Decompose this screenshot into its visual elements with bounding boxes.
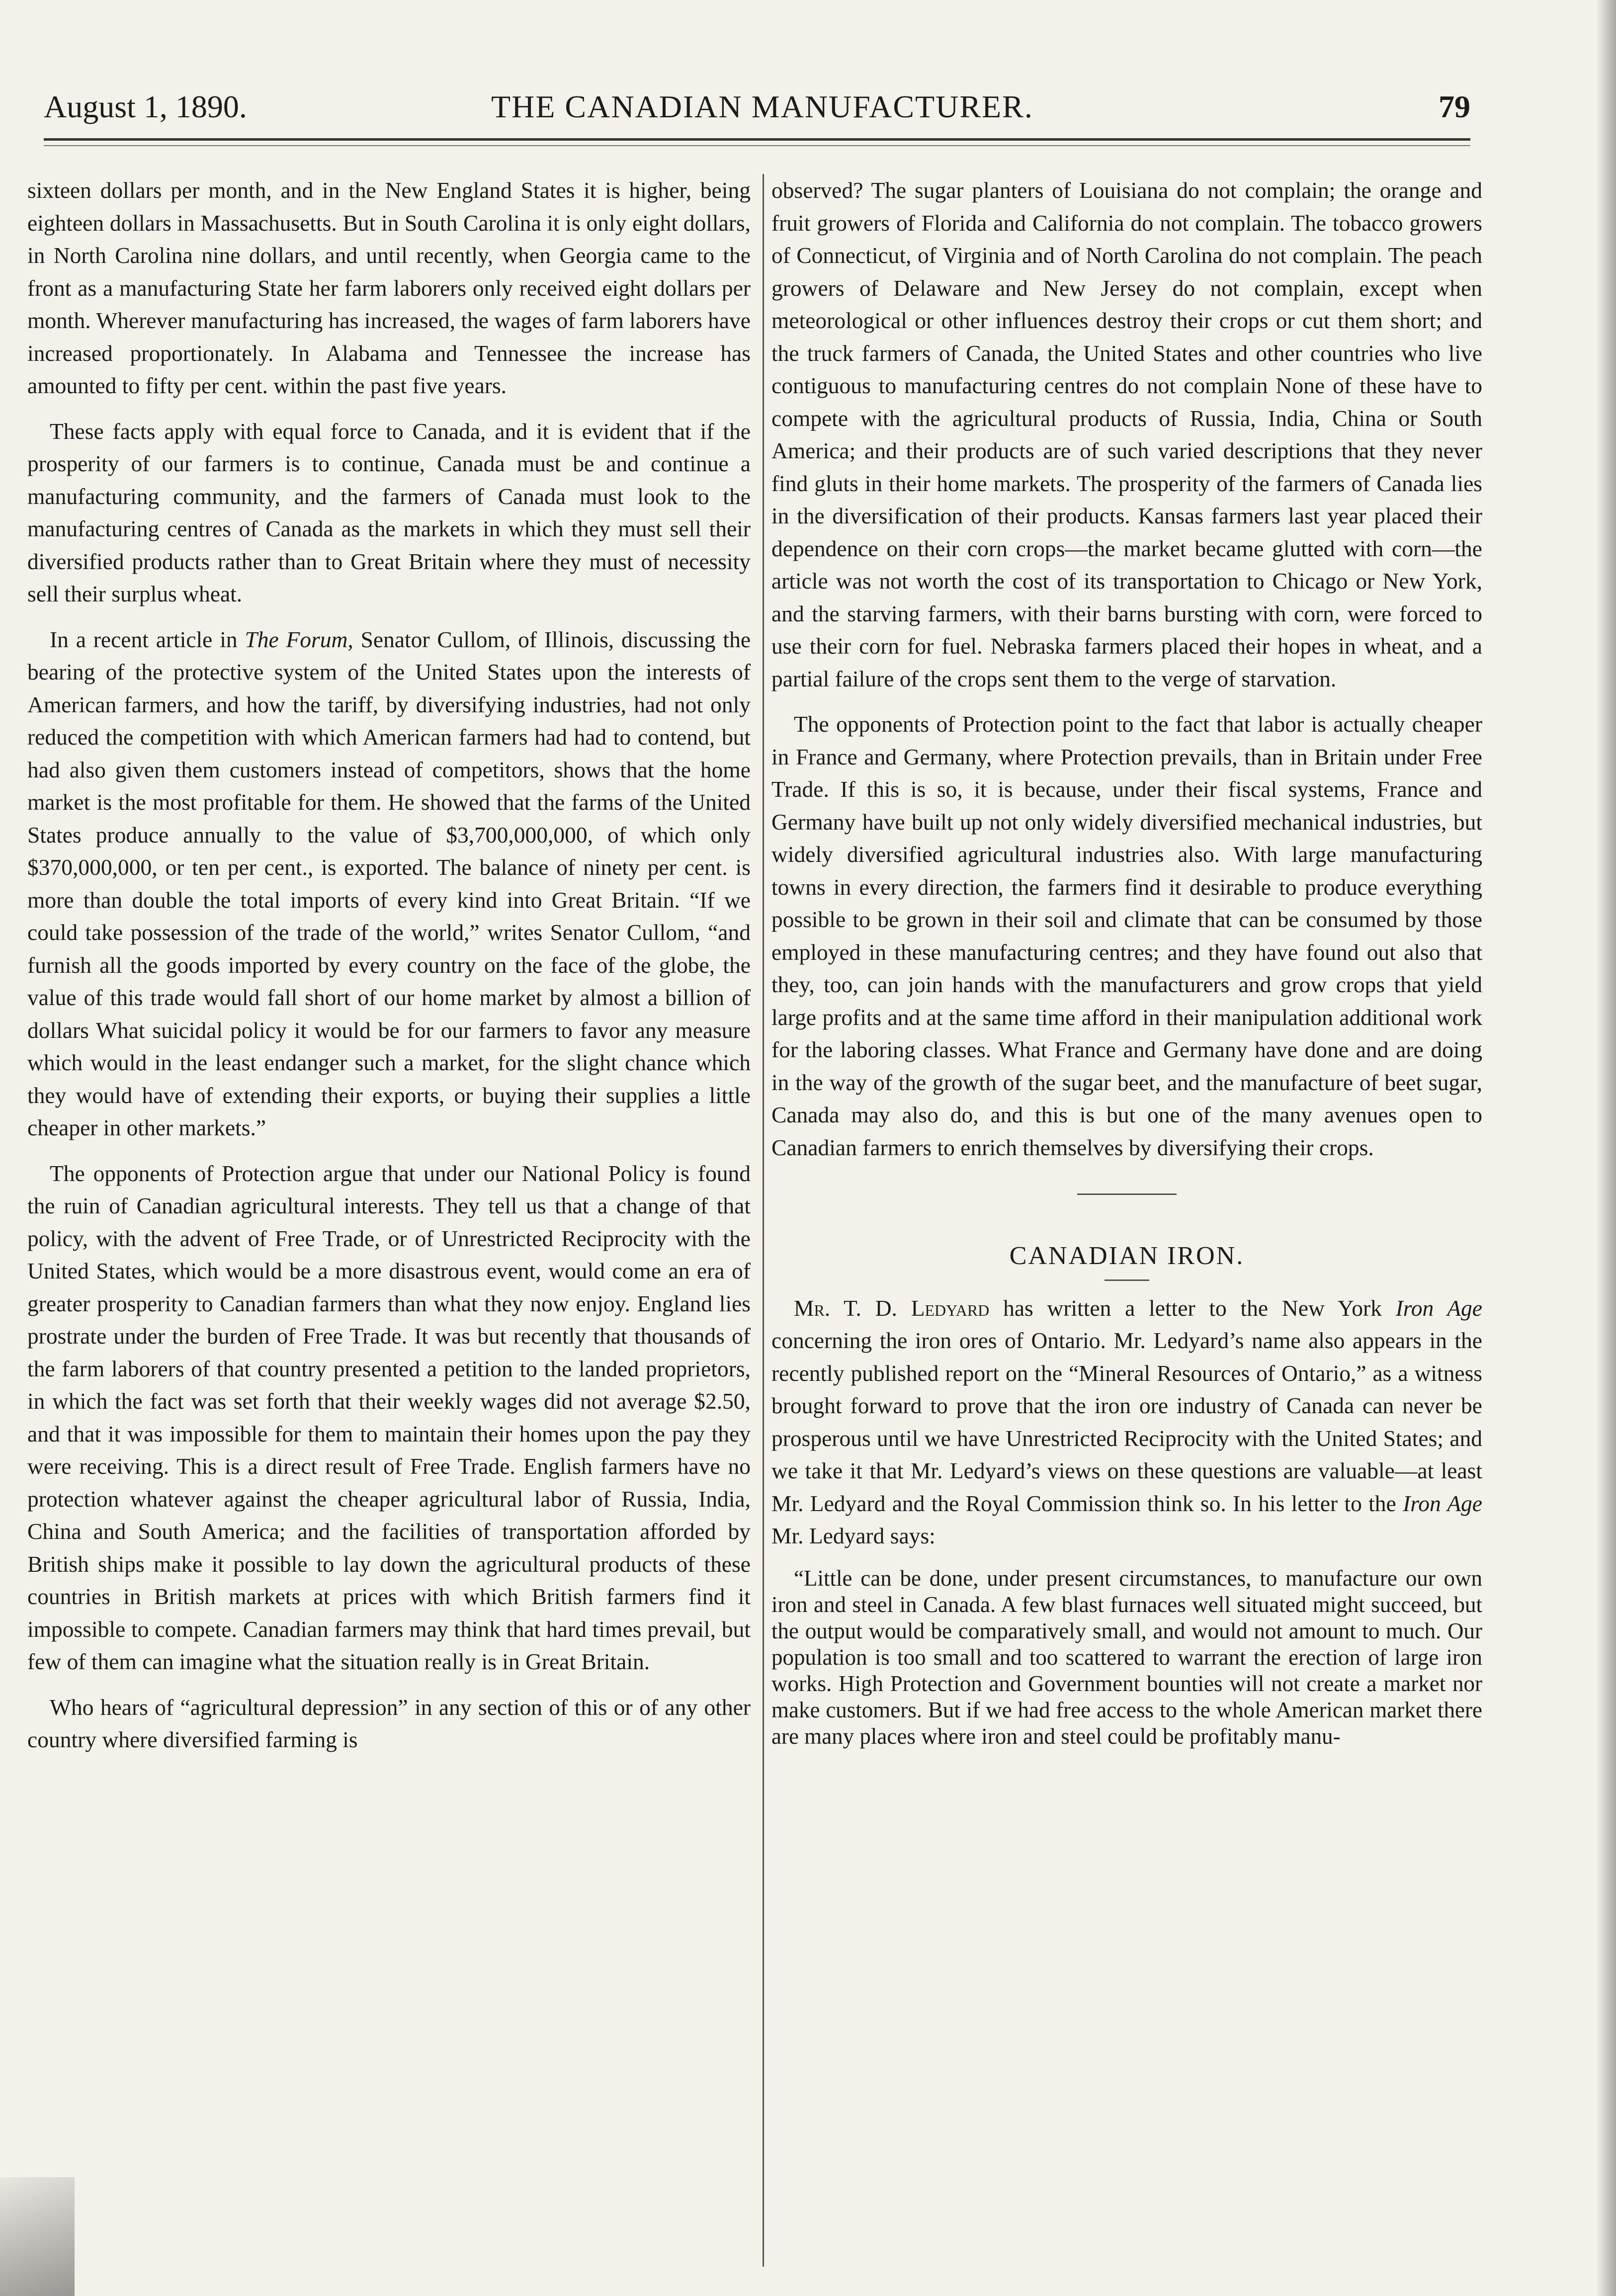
section-title: CANADIAN IRON. (1009, 1242, 1245, 1270)
paragraph: The opponents of Protection argue that under our National Policy is found the ruin of Canadian agricultural interests. They tell us that a change of that policy, with the advent of Free Trade, or of Unrestricted Reciprocity with the United States, which would be a more disastrous event, would come an era of greater prosperity to Canadian farmers than what they now enjoy. England lies prostrate under the burden of Free Trade. It was but recently that thousands of the farm laborers of that country presented a petition to the landed proprietors, in which the fact was set forth that their weekly wages did not average $2.50, and that it was impossible for them to maintain their homes upon the pay they were receiving. This is a direct result of Free Trade. English farmers have no protection whatever against the cheaper agricultural labor of Russia, India, China and South America; and the facilities of transportation afforded by British ships make it possible to lay down the agricultural products of these countries in British markets at prices with which British farmers find it impossible to compete. Canadian farmers may think that hard times prevail, but few of them can imagine what the situation really is in Great Britain. (27, 1160, 751, 1674)
publication-title: THE CANADIAN MANUFACTURER. (491, 89, 1033, 124)
column-divider (763, 174, 764, 2267)
author-name: Mr. T. D. Ledyard (794, 1295, 990, 1321)
paragraph: sixteen dollars per month, and in the New England States it is higher, being eighteen dollars in Massachusetts. But in South Carolina it is only eight dollars, in North Carolina nine dollars, and until recently, when Georgia came to the front as a manufacturing State her farm laborers only received eight dollars per month. Wherever manufacturing has increased, the wages of farm laborers have increased proportionately. In Alabama and Tennessee the increase has amounted to fifty per cent. within the past five years. (27, 177, 751, 398)
publication-name: Iron Age (1395, 1295, 1483, 1321)
text-run: In a recent article in (50, 626, 245, 652)
left-column (27, 174, 751, 1769)
page-number: 79 (1439, 89, 1470, 124)
text-run: Senator Cullom, of Illinois, discussing the bearing of the protective system of the United States upon the interests of American farmers, and how the tariff, by diversifying industries, had not only reduced the competition with which American farmers had had to contend, but had also given them customers instead of competitors, shows that the home market is the most profitable for them. He showed that the farms of the United States produce annually to the value of $3,700,000,000, of which only $370,000,000, or ten per cent., is exported. The balance of ninety per cent. is more than double the total imports of every kind into Great Britain. “If we could take possession of the trade of the world,” writes Senator Cullom, “and furnish all the goods imported by every country on the face of the globe, the value of this trade would fall short of our home market by almost a billion of dollars What suicidal policy it would be for our farmers to favor any measure which would in the least endanger such a market, for the slight chance which they would have of extending their exports, or buying their supplies a little cheaper in other markets.” (27, 626, 751, 1140)
title-divider (1105, 1279, 1149, 1281)
text-run: has written a letter to the New York (989, 1295, 1396, 1321)
paragraph: The opponents of Protection point to the fact that labor is actually cheaper in France and Germany, where Protection prevails, than in Britain under Free Trade. If this is so, it is because, under their fiscal systems, France and Germany have built up not only widely diversified mechanical industries, but widely diversified agricultural industries also. With large manufacturing towns in every direction, the farmers find it desirable to produce everything possible to be grown in their soil and climate that can be consumed by those employed in these manufacturing centres; and they have found out also that they, too, can join hands with the manufacturers and grow crops that yield large profits and at the same time afford in their manipulation additional work for the laboring classes. What France and Germany have done and are doing in the way of the growth of the sugar beet, and the manufacture of beet sugar, Canada may also do, and this is but one of the many avenues open to Canadian farmers to enrich themselves by diversifying their crops. (771, 711, 1482, 1160)
paragraph: observed? The sugar planters of Louisiana do not complain; the orange and fruit growers of Florida and California do not complain. The tobacco growers of Connecticut, of Virginia and of North Carolina do not complain. The peach growers of Delaware and New Jersey do not complain, except when meteorological or other influences destroy their crops or cut them short; and the truck farmers of Canada, the United States and other countries who live contiguous to manufacturing centres do not complain None of these have to compete with the agricultural products of Russia, India, China or South America; and their products are of such varied descriptions that they never find gluts in their home markets. The prosperity of the farmers of Canada lies in the diversification of their products. Kansas farmers last year placed their dependence on their corn crops—the market became glutted with corn—the article was not worth the cost of its transportation to Chicago or New York, and the starving farmers, with their barns bursting with corn, were forced to use their corn for fuel. Nebraska farmers placed their hopes in wheat, and a partial failure of the crops sent them to the verge of starvation. (771, 177, 1482, 691)
paragraph: These facts apply with equal force to Canada, and it is evident that if the prosperity of our farmers is to continue, Canada must be and continue a manufacturing community, and the farmers of Canada must look to the manufacturing centres of Canada as the markets in which they must sell their diversified products rather than to Great Britain where they must of necessity sell their surplus wheat. (27, 418, 751, 606)
header-rule-thin (44, 145, 1470, 146)
page-header (44, 87, 1470, 137)
paragraph (27, 623, 751, 1144)
issue-date: August 1, 1890. (44, 89, 247, 124)
text-run: concerning the iron ores of Ontario. Mr. Ledyard’s name also appears in the recently published report on the “Mineral Resources of Ontario,” as a witness brought forward to prove that the iron ore industry of Canada can never be prosperous until we have Unrestricted Reciprocity with the United States; and we take it that Mr. Ledyard’s views on these questions are valuable—at least Mr. Ledyard and the Royal Commission think so. In his letter to the (771, 1328, 1482, 1516)
scan-smudge (0, 2177, 75, 2296)
quote-text: “Little can be done, under present circumstances, to manufacture our own iron and steel in Canada. A few blast furnaces well situated might succeed, but the output would be comparatively small, and would not amount to much. Our population is too small and too scattered to warrant the erection of large iron works. High Protection and Government bounties will not create a market nor make customers. But if we had free access to the whole American market there are many places where iron and steel could be profitably manu- (771, 1565, 1482, 1749)
header-rule (44, 138, 1470, 141)
publication-name: Iron Age (1403, 1490, 1482, 1516)
text-run: Mr. Ledyard says: (771, 1523, 936, 1548)
block-quote (771, 1565, 1482, 1750)
publication-name: The Forum, (245, 626, 353, 652)
paragraph (771, 1292, 1482, 1552)
paragraph: Who hears of “agricultural depression” in any section of this or of any other country where diversified farming is (27, 1694, 751, 1752)
section-divider (1077, 1193, 1177, 1195)
page-edge-shadow (1596, 0, 1616, 2296)
right-column (771, 174, 1482, 1750)
